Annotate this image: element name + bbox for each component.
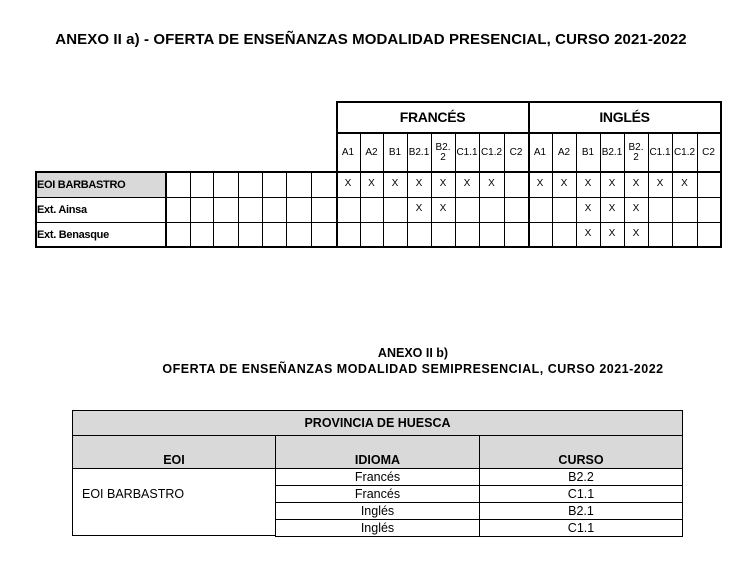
- ingles-level-header: A2: [557, 146, 571, 158]
- idioma-cell: Inglés: [275, 502, 480, 520]
- frances-level-header: A2: [365, 146, 378, 158]
- frances-level-header: B2.1: [408, 146, 430, 158]
- grid-line: [455, 132, 456, 247]
- curso-cell: B2.1: [479, 502, 683, 520]
- ingles-mark: X: [608, 178, 616, 189]
- frances-level-label-part: B2.: [435, 141, 451, 153]
- ingles-level-header: B2.1: [601, 146, 623, 158]
- annex-b-title: ANEXO II b): [377, 346, 449, 360]
- idioma-cell: Francés: [275, 485, 480, 503]
- ingles-mark: X: [656, 178, 664, 189]
- curso-header: CURSO: [479, 435, 683, 469]
- frances-mark: X: [488, 178, 495, 189]
- grid-line: [286, 172, 287, 247]
- grid-line: [672, 132, 673, 247]
- frances-level-header: C2: [509, 146, 523, 158]
- frances-mark: X: [439, 178, 447, 189]
- ingles-mark: X: [584, 178, 592, 189]
- frances-level-header: A1: [341, 146, 355, 158]
- row-label: EOI BARBASTRO: [37, 179, 126, 191]
- frances-level-header: [431, 133, 455, 172]
- ingles-mark: X: [681, 178, 688, 189]
- ingles-level-header: C1.2: [673, 146, 696, 158]
- ingles-level-header: [624, 133, 648, 172]
- annex-a-title: ANEXO II a) - OFERTA DE ENSEÑANZAS MODALIDAD PRESENCIAL, CURSO 2021-2022: [55, 31, 687, 48]
- idioma-cell: Inglés: [275, 519, 480, 537]
- grid-line: [648, 132, 649, 247]
- language-header-ingles: INGLÉS: [599, 109, 650, 125]
- frances-mark: X: [415, 203, 423, 214]
- ingles-mark: X: [608, 228, 616, 239]
- curso-cell: C1.1: [479, 485, 683, 503]
- grid-line: [238, 172, 239, 247]
- grid-line: [165, 172, 167, 247]
- frances-mark: X: [368, 178, 375, 189]
- curso-cell: B2.2: [479, 468, 683, 486]
- ingles-level-header: A1: [533, 146, 547, 158]
- grid-line: [190, 172, 191, 247]
- ingles-mark: X: [560, 178, 568, 189]
- ingles-mark: X: [584, 203, 592, 214]
- ingles-mark: X: [632, 178, 640, 189]
- frances-mark: X: [391, 178, 399, 189]
- grid-line: [552, 132, 553, 247]
- grid-line: [35, 197, 722, 198]
- frances-mark: X: [463, 178, 471, 189]
- ingles-mark: X: [536, 178, 544, 189]
- grid-line: [720, 101, 722, 247]
- idioma-header: IDIOMA: [275, 435, 480, 469]
- grid-line: [35, 222, 722, 223]
- ingles-level-header: B1: [581, 146, 595, 158]
- grid-line: [479, 132, 480, 247]
- grid-line: [431, 132, 432, 247]
- frances-level-header: C1.1: [456, 146, 478, 158]
- eoi-header: EOI: [72, 435, 276, 469]
- ingles-level-label-part: 2: [633, 151, 639, 163]
- grid-line: [262, 172, 263, 247]
- grid-line: [383, 132, 384, 247]
- grid-line: [35, 172, 37, 247]
- frances-mark: X: [344, 178, 352, 189]
- ingles-mark: X: [632, 228, 640, 239]
- idioma-cell: Francés: [275, 468, 480, 486]
- grid-line: [528, 101, 530, 247]
- grid-line: [213, 172, 214, 247]
- frances-mark: X: [439, 203, 447, 214]
- ingles-mark: X: [584, 228, 592, 239]
- frances-level-header: C1.2: [480, 146, 503, 158]
- grid-line: [576, 132, 577, 247]
- eoi-name-cell: EOI BARBASTRO: [72, 468, 276, 536]
- province-header: PROVINCIA DE HUESCA: [72, 410, 683, 436]
- ingles-mark: X: [608, 203, 616, 214]
- grid-line: [600, 132, 601, 247]
- grid-line: [35, 171, 722, 173]
- row-label: Ext. Ainsa: [37, 204, 87, 216]
- annex-b-subtitle: OFERTA DE ENSEÑANZAS MODALIDAD SEMIPRESENCIAL, CURSO 2021-2022: [162, 362, 664, 376]
- frances-mark: X: [415, 178, 423, 189]
- curso-cell: C1.1: [479, 519, 683, 537]
- grid-line: [35, 246, 722, 248]
- grid-line: [624, 132, 625, 247]
- ingles-level-label-part: B2.: [628, 141, 644, 153]
- language-header-frances: FRANCÉS: [399, 109, 466, 125]
- frances-level-label-part: 2: [440, 151, 446, 163]
- grid-line: [360, 132, 361, 247]
- ingles-level-header: C1.1: [649, 146, 671, 158]
- grid-line: [336, 101, 338, 247]
- grid-line: [504, 132, 505, 247]
- grid-line: [697, 132, 698, 247]
- frances-level-header: B1: [388, 146, 402, 158]
- row-label: Ext. Benasque: [37, 229, 109, 241]
- ingles-level-header: C2: [702, 146, 715, 158]
- grid-line: [311, 172, 312, 247]
- grid-line: [407, 132, 408, 247]
- ingles-mark: X: [632, 203, 640, 214]
